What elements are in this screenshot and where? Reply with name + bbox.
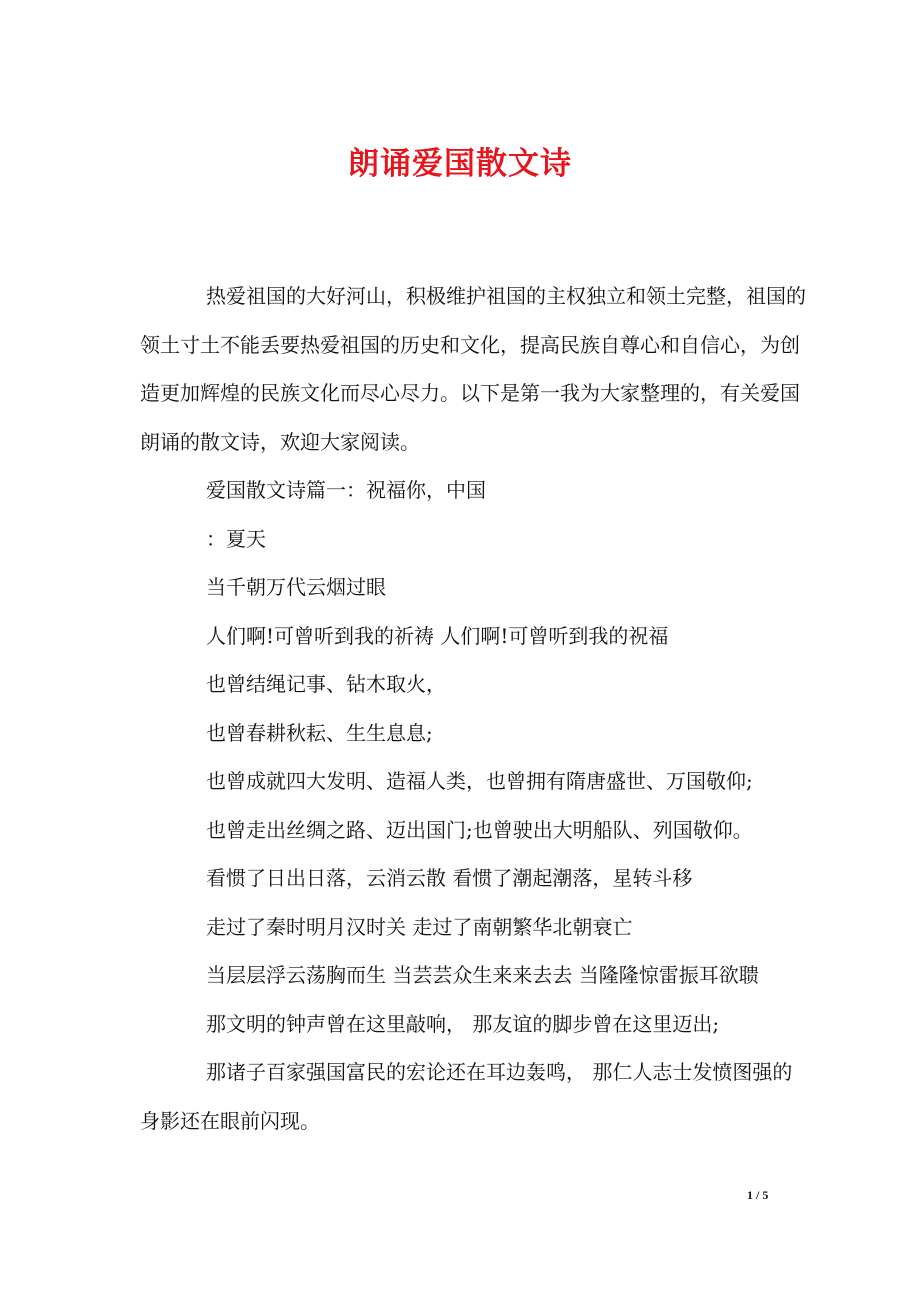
page-number: 1 / 5 (747, 1188, 769, 1202)
paragraph-poem-heading: 爱国散文诗篇一：祝福你，中国 (206, 478, 486, 502)
paragraph-author: ：夏天 (206, 526, 266, 551)
paragraph-line-7: 看惯了日出日落，云消云散 看惯了潮起潮落，星转斗移 (206, 866, 693, 890)
document-body (140, 272, 810, 1145)
paragraph-line-6: 也曾走出丝绸之路、迈出国门;也曾驶出大明船队、列国敬仰。 (206, 817, 753, 842)
paragraph-line-11: 那诸子百家强国富民的宏论还在耳边轰鸣， 那仁人志士发愤图强的身影还在眼前闪现。 (140, 1060, 793, 1133)
paragraph-intro: 热爱祖国的大好河山，积极维护祖国的主权独立和领土完整，祖国的领土寸土不能丢要热爱祖国的历史和文化，提高民族自尊心和自信心，为创造更加辉煌的民族文化而尽心尽力。以下是第一我为大家整理的，有关爱国朗诵的散文诗，欢迎大家阅读。 (140, 284, 806, 454)
paragraph-line-3: 也曾结绳记事、钻木取火， (206, 672, 446, 696)
document-title: 朗诵爱国散文诗 (348, 146, 572, 182)
paragraph-line-9: 当层层浮云荡胸而生 当芸芸众生来来去去 当隆隆惊雷振耳欲聩 (206, 963, 759, 987)
paragraph-line-8: 走过了秦时明月汉时关 走过了南朝繁华北朝衰亡 (206, 914, 633, 939)
paragraph-line-5: 也曾成就四大发明、造福人类，也曾拥有隋唐盛世、万国敬仰; (206, 769, 753, 793)
paragraph-line-10: 那文明的钟声曾在这里敲响， 那友谊的脚步曾在这里迈出; (206, 1011, 720, 1036)
paragraph-line-4: 也曾春耕秋耘、生生息息; (206, 720, 433, 745)
paragraph-line-1: 当千朝万代云烟过眼 (206, 575, 386, 599)
paragraph-line-2: 人们啊!可曾听到我的祈祷 人们啊!可曾听到我的祝福 (206, 623, 669, 648)
